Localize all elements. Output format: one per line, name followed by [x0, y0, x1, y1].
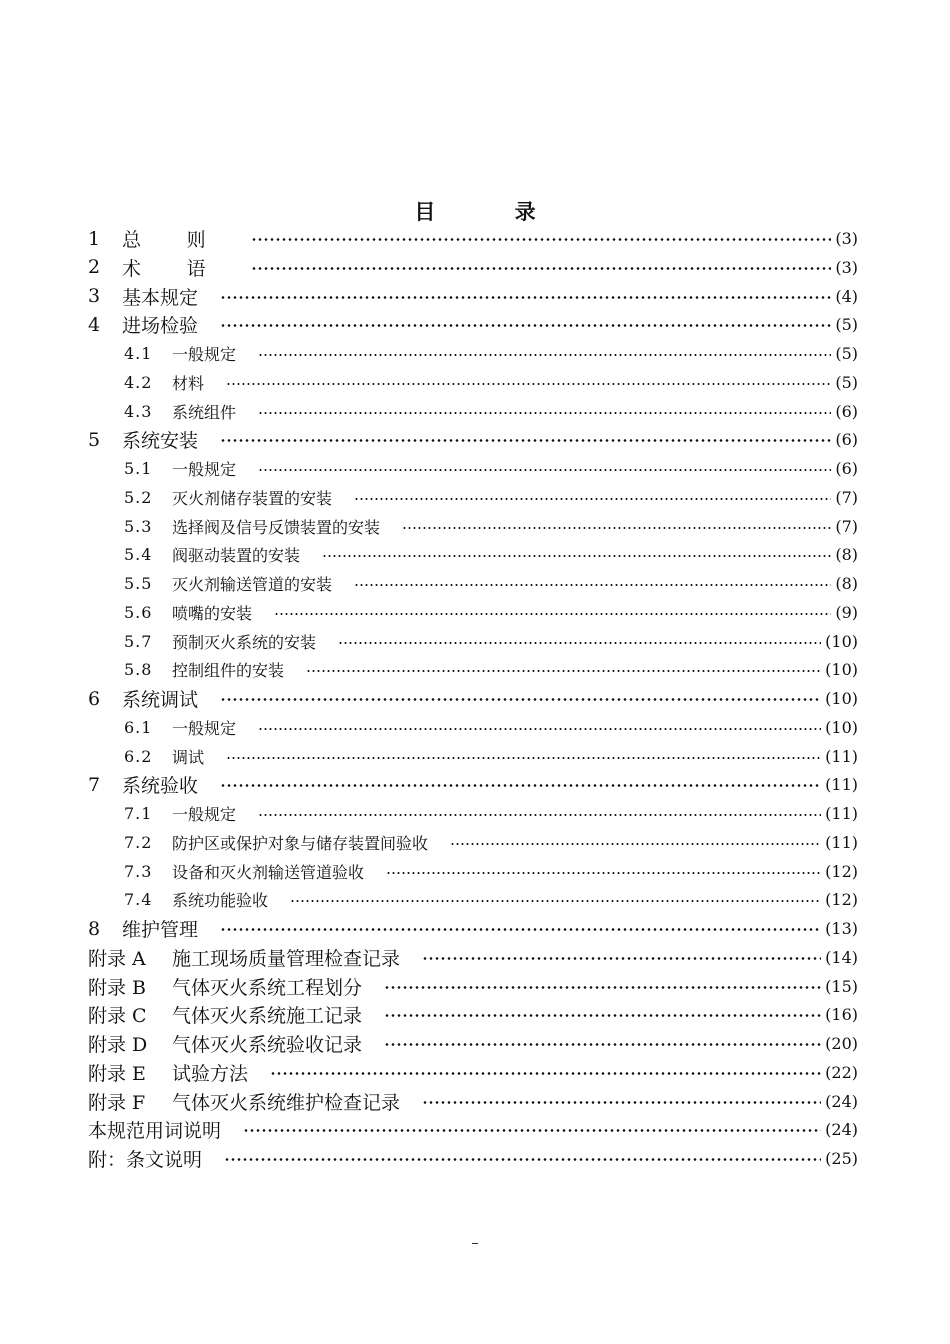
toc-entry-number: 4.2: [124, 372, 153, 392]
toc-leader-dots: [258, 339, 831, 368]
toc-entry-number: 5.6: [124, 602, 153, 622]
toc-leader-dots: [354, 569, 831, 598]
toc-entry[interactable]: [124, 569, 858, 598]
toc-entry-page: (22): [825, 1062, 858, 1082]
toc-entry-page: (24): [825, 1091, 858, 1111]
toc-entry-page: (20): [825, 1034, 858, 1053]
toc-leader-dots: [226, 368, 831, 397]
toc-entry-number: 附录 C: [88, 1005, 147, 1028]
toc-entry[interactable]: [88, 1087, 858, 1116]
toc-leader-dots: [258, 799, 821, 828]
toc-entry[interactable]: [88, 224, 858, 253]
toc-leader-dots: [322, 540, 831, 569]
toc-entry-label: 防护区或保护对象与储存装置间验收: [172, 833, 429, 853]
toc-leader-dots: [251, 224, 831, 253]
toc-entry-page: (6): [835, 401, 858, 421]
toc-entry-number: 1: [88, 227, 101, 250]
toc-entry-page: (11): [825, 775, 858, 795]
toc-entry-label: 附：条文说明: [88, 1149, 203, 1171]
page-footer-mark: [472, 1243, 478, 1244]
toc-entry-label: 一般规定: [172, 460, 237, 479]
toc-entry-label: 气体灭火系统维护检查记录: [172, 1091, 401, 1114]
toc-leader-dots: [384, 1000, 821, 1029]
toc-leader-dots: [422, 1087, 821, 1116]
toc-entry-label: 调试: [172, 747, 205, 767]
toc-entry-label: 气体灭火系统工程划分: [172, 976, 363, 999]
toc-entry-page: (10): [825, 689, 858, 708]
toc-leader-dots: [224, 1144, 821, 1173]
toc-entry-page: (15): [825, 976, 858, 996]
toc-entry-number: 8: [88, 917, 101, 940]
toc-entry-page: (6): [835, 459, 858, 478]
toc-entry[interactable]: [124, 339, 858, 368]
toc-entry-page: (11): [825, 746, 858, 766]
toc-entry-page: (16): [825, 1005, 858, 1025]
toc-entry-number: 5.7: [124, 631, 153, 651]
toc-entry-label: 基本规定: [122, 286, 199, 309]
toc-entry-label: 系统验收: [122, 775, 199, 798]
toc-entry-label: 灭火剂储存装置的安装: [172, 488, 333, 508]
toc-entry-number: 附录 E: [88, 1062, 146, 1085]
toc-entry-page: (10): [825, 717, 858, 737]
toc-entry-number: 5.2: [124, 487, 153, 507]
toc-entry-page: (12): [825, 861, 858, 881]
toc-leader-dots: [450, 828, 821, 857]
toc-entry[interactable]: [124, 368, 858, 397]
toc-leader-dots: [258, 713, 821, 742]
toc-leader-dots: [306, 655, 821, 684]
toc-entry-label: 一般规定: [172, 805, 237, 824]
toc-entry-page: (3): [835, 257, 858, 277]
toc-entry[interactable]: [124, 828, 858, 857]
toc-leader-dots: [402, 512, 831, 541]
toc-entry-number: 5: [88, 428, 101, 451]
toc-entry-page: (8): [835, 574, 858, 593]
toc-entry-label: 系统功能验收: [172, 891, 269, 911]
toc-entry[interactable]: [124, 655, 858, 684]
toc-entry-page: (12): [825, 890, 858, 910]
toc-entry[interactable]: [124, 713, 858, 742]
toc-leader-dots: [220, 684, 821, 713]
toc-leader-dots: [220, 914, 821, 943]
toc-entry[interactable]: [88, 1144, 858, 1173]
toc-entry[interactable]: [88, 943, 858, 972]
toc-entry-number: 附录 A: [88, 947, 146, 970]
toc-leader-dots: [384, 1029, 821, 1058]
toc-leader-dots: [384, 972, 821, 1001]
toc-entry[interactable]: [124, 742, 858, 771]
toc-entry-page: (6): [835, 430, 858, 450]
toc-leader-dots: [386, 857, 821, 886]
toc-entry-label: 系统组件: [172, 402, 237, 422]
toc-entry[interactable]: [124, 540, 858, 569]
toc-entry-label: 试验方法: [172, 1062, 249, 1085]
toc-entry-label: 气体灭火系统施工记录: [172, 1005, 363, 1028]
toc-entry-page: (10): [825, 660, 858, 680]
toc-entry-page: (25): [825, 1149, 858, 1168]
toc-entry[interactable]: [124, 598, 858, 627]
toc-entry-number: 7.3: [124, 861, 153, 881]
toc-entry-number: 4: [88, 313, 101, 336]
toc-entry-label: 一般规定: [172, 718, 237, 738]
toc-entry-number: 3: [88, 285, 101, 307]
toc-leader-dots: [290, 885, 821, 914]
toc-entry-number: 6.1: [124, 717, 153, 737]
toc-entry[interactable]: [88, 253, 858, 282]
toc-leader-dots: [226, 742, 821, 771]
toc-entry[interactable]: [88, 972, 858, 1001]
toc-entry-number: 5.8: [124, 660, 153, 680]
toc-entry-label: 喷嘴的安装: [172, 603, 253, 623]
toc-entry-number: 附录 F: [88, 1091, 146, 1114]
toc-entry-number: 5.3: [124, 516, 153, 536]
toc-entry-number: 7.2: [124, 832, 153, 852]
toc-entry-page: (5): [835, 315, 858, 335]
toc-leader-dots: [274, 598, 831, 627]
toc-entry-page: (11): [825, 832, 858, 852]
toc-entry-number: 4.3: [124, 401, 153, 421]
toc-entry-page: (4): [835, 286, 858, 306]
toc-entry-page: (14): [825, 947, 858, 967]
toc-leader-dots: [220, 310, 831, 339]
toc-leader-dots: [338, 627, 821, 656]
toc-entry-label: 控制组件的安装: [172, 661, 285, 681]
toc-entry-page: (13): [825, 919, 858, 938]
toc-entry-label: 灭火剂输送管道的安装: [172, 575, 333, 594]
toc-entry[interactable]: [88, 684, 858, 713]
toc-entry[interactable]: [88, 770, 858, 799]
toc-entry[interactable]: [124, 454, 858, 483]
toc-entry-page: (8): [835, 545, 858, 565]
toc-leader-dots: [422, 943, 821, 972]
toc-entry-label: 系统安装: [122, 430, 199, 453]
toc-entry-page: (5): [835, 372, 858, 392]
toc-entry-label: 一般规定: [172, 345, 237, 364]
toc-leader-dots: [220, 425, 831, 454]
toc-entry[interactable]: [124, 483, 858, 512]
toc-entry-number: 6: [88, 687, 101, 710]
toc-entry-page: (7): [835, 516, 858, 536]
toc-leader-dots: [258, 454, 831, 483]
toc-entry-label: 设备和灭火剂输送管道验收: [172, 862, 365, 882]
toc-entry-number: 5.1: [124, 459, 153, 478]
toc-entry-label: 阀驱动装置的安装: [172, 546, 301, 566]
toc-entry-number: 5.4: [124, 545, 153, 565]
toc-entry-number: 2: [88, 256, 101, 279]
toc-entry-number: 4.1: [124, 344, 153, 363]
toc-entry[interactable]: [88, 1029, 858, 1058]
toc-leader-dots: [251, 253, 831, 282]
toc-entry-label: 材料: [172, 373, 205, 393]
toc-leader-dots: [258, 397, 831, 426]
toc-entry-page: (10): [825, 631, 858, 651]
toc-leader-dots: [220, 770, 821, 799]
toc-entry-label: 术语: [122, 257, 252, 280]
toc-entry-number: 7: [88, 773, 101, 796]
toc-entry-number: 5.5: [124, 574, 153, 593]
toc-entry-page: (9): [835, 602, 858, 622]
toc-entry-label: 预制灭火系统的安装: [172, 632, 317, 652]
toc-entry-label: 气体灭火系统验收记录: [172, 1034, 363, 1056]
toc-title: 目 录: [414, 199, 572, 224]
toc-entry-number: 7.4: [124, 890, 153, 910]
toc-entry-page: (5): [835, 344, 858, 363]
toc-entry-label: 总则: [122, 229, 252, 251]
toc-entry[interactable]: [88, 310, 858, 339]
toc-entry-number: 7.1: [124, 804, 153, 823]
toc-entry-page: (11): [825, 804, 858, 823]
toc-leader-dots: [354, 483, 831, 512]
toc-entry-page: (3): [835, 229, 858, 248]
toc-entry-label: 本规范用词说明: [88, 1120, 222, 1143]
toc-entry-page: (24): [825, 1120, 858, 1140]
toc-entry-number: 附录 B: [88, 976, 147, 999]
toc-entry[interactable]: [124, 857, 858, 886]
toc-entry[interactable]: [124, 627, 858, 656]
toc-leader-dots: [220, 282, 831, 311]
toc-entry[interactable]: [124, 885, 858, 914]
toc-entry-number: 6.2: [124, 746, 153, 766]
toc-entry[interactable]: [88, 425, 858, 454]
toc-leader-dots: [270, 1058, 821, 1087]
toc-entry[interactable]: [88, 914, 858, 943]
toc-leader-dots: [243, 1115, 821, 1144]
toc-entry-label: 维护管理: [122, 919, 199, 941]
toc-entry[interactable]: [124, 512, 858, 541]
toc-entry[interactable]: [124, 397, 858, 426]
toc-entry[interactable]: [88, 1000, 858, 1029]
toc-entry[interactable]: [88, 1058, 858, 1087]
toc-entry[interactable]: [88, 1115, 858, 1144]
toc-entry-label: 施工现场质量管理检查记录: [172, 947, 401, 970]
toc-entry-label: 选择阀及信号反馈装置的安装: [172, 517, 381, 537]
toc-entry-page: (7): [835, 487, 858, 507]
toc-entry-number: 附录 D: [88, 1034, 148, 1056]
toc-entry-label: 系统调试: [122, 689, 199, 711]
toc-entry[interactable]: [124, 799, 858, 828]
toc-entry[interactable]: [88, 282, 858, 311]
toc-entry-label: 进场检验: [122, 315, 199, 338]
